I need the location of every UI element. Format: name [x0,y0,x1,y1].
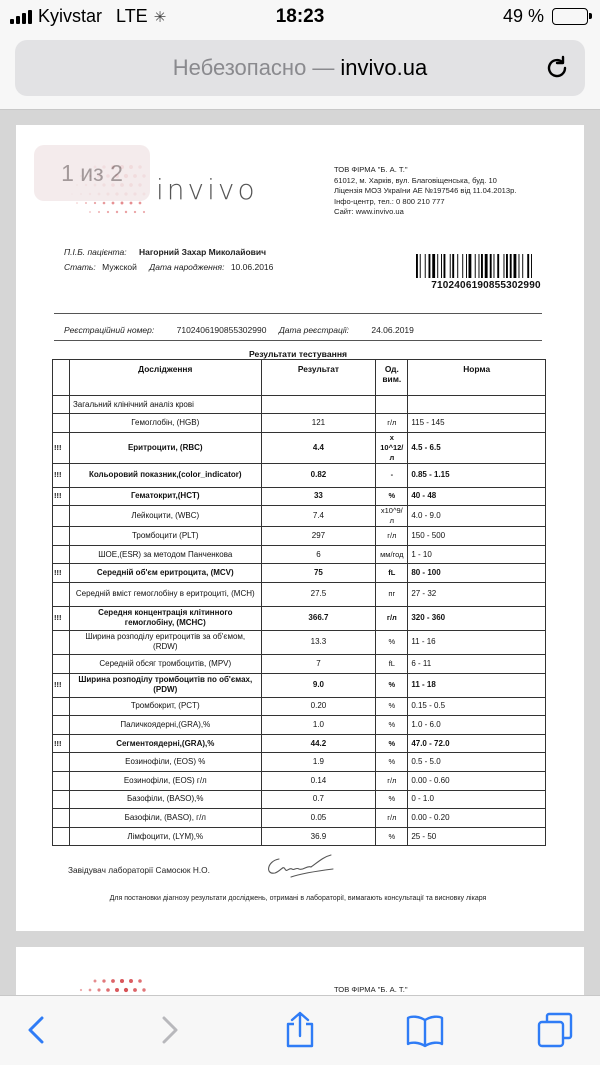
table-row [53,809,546,828]
browser-toolbar [0,995,600,1065]
table-row [53,827,546,846]
norm-cell: 115 - 145 [408,414,546,433]
result-cell: 297 [261,527,376,546]
battery-percent: 49 % [502,6,544,26]
table-row [53,487,546,506]
unit-cell: % [376,630,408,654]
flag-cell: !!! [53,432,70,463]
flag-cell: !!! [53,564,70,583]
flag-cell: !!! [53,673,70,697]
flag-cell: !!! [53,463,70,487]
norm-cell: 4.5 - 6.5 [408,432,546,463]
dob-label: Дата народження: [149,262,225,272]
lab-head: Завідувач лабораторії Самосюк Н.О. [68,865,210,875]
flag-cell: !!! [53,487,70,506]
norm-cell: 4.0 - 9.0 [408,506,546,527]
patient-name-label: П.І.Б. пацієнта: [64,247,127,257]
norm-cell: 0.85 - 1.15 [408,463,546,487]
unit-cell: % [376,487,408,506]
flag-cell: !!! [53,606,70,630]
norm-cell: 0.15 - 0.5 [408,697,546,716]
result-cell: 366.7 [261,606,376,630]
sex-label: Стать: [64,262,96,272]
table-row [53,630,546,654]
flag-cell [53,506,70,527]
test-name-cell: Гематокрит,(HCT) [69,487,261,506]
unit-cell: % [376,697,408,716]
flag-cell [53,697,70,716]
page2-company: ТОВ ФІРМА "Б. А. Т." [334,985,408,994]
forward-chevron-icon[interactable] [150,1010,190,1050]
company-site: Сайт: www.invivo.ua [334,207,404,216]
norm-cell: 6 - 11 [408,654,546,673]
result-cell: 9.0 [261,673,376,697]
norm-cell: 11 - 18 [408,673,546,697]
section-row [53,396,546,414]
flag-cell [53,527,70,546]
unit-cell: г/л [376,606,408,630]
barcode-number: 7102406190855302990 [431,280,541,291]
flag-cell [53,396,70,414]
flag-cell [53,716,70,735]
registration-line [64,325,534,335]
unit-header: Од. вим. [376,360,408,396]
results-table [52,359,546,846]
result-cell: 0.20 [261,697,376,716]
table-row [53,697,546,716]
norm-cell: 150 - 500 [408,527,546,546]
result-cell: 0.7 [261,790,376,809]
share-icon[interactable] [280,1010,320,1050]
test-name-cell: Еозинофіли, (EOS) % [69,753,261,772]
reg-number-label: Реєстраційний номер: [64,325,155,335]
patient-name: Нагорний Захар Миколайович [139,247,267,257]
company-name: ТОВ ФІРМА "Б. А. Т." [334,165,408,174]
carrier-name: Kyivstar [38,6,103,26]
browser-header [0,36,600,110]
table-row [53,564,546,583]
unit-cell: г/л [376,414,408,433]
table-row [53,527,546,546]
table-row [53,790,546,809]
test-name-cell: Сегментоядерні,(GRA),% [69,734,261,753]
flag-cell [53,790,70,809]
flag-cell [53,654,70,673]
test-name-cell: Ширина розподілу тромбоцитів по об'ємах, (PDW) [69,673,261,697]
table-row [53,545,546,564]
unit-cell: % [376,734,408,753]
result-cell: 7.4 [261,506,376,527]
result-cell [261,396,376,414]
result-cell: 36.9 [261,827,376,846]
result-cell: 4.4 [261,432,376,463]
flag-cell [53,809,70,828]
disclaimer: Для постановки діагнозу результати досліджень, отримані в лабораторії, вимагають консультації та висновку лікаря [109,895,487,902]
test-name-cell: Тромбоцити (PLT) [69,527,261,546]
company-phone: Інфо-центр, тел.: 0 800 210 777 [334,196,445,206]
result-cell: 1.9 [261,753,376,772]
network-type: LTE [116,6,148,26]
result-cell: 13.3 [261,630,376,654]
test-name-cell: Кольоровий показник,(color_indicator) [69,463,261,487]
result-cell: 121 [261,414,376,433]
reg-number: 7102406190855302990 [176,325,267,335]
norm-cell: 320 - 360 [408,606,546,630]
norm-cell: 80 - 100 [408,564,546,583]
document-page [16,125,584,931]
table-row [53,673,546,697]
flag-cell [53,753,70,772]
test-name-cell: Ширина розподілу еритроцитів за об'ємом, (RDW) [69,630,261,654]
divider [54,340,542,341]
unit-cell: пг [376,582,408,606]
reload-icon[interactable] [543,54,571,82]
test-name-cell: Середня концентрація клітинного гемоглобіну, (MCHC) [69,606,261,630]
sex-value: Мужской [102,262,137,272]
reg-date: 24.06.2019 [371,325,414,335]
activity-icon: ✳ [153,8,167,26]
section-title: Загальний клінічний аналіз крові [69,396,261,414]
result-cell: 7 [261,654,376,673]
table-row [53,753,546,772]
flag-cell [53,771,70,790]
logo-text: invivo [156,173,258,206]
table-row [53,654,546,673]
unit-cell: г/л [376,809,408,828]
flag-cell [53,414,70,433]
result-cell: 27.5 [261,582,376,606]
test-name-cell: Тромбокрит, (PCT) [69,697,261,716]
insecure-label: Небезопасно — [172,55,335,80]
page-indicator: 1 из 2 [34,145,150,201]
norm-cell: 11 - 16 [408,630,546,654]
test-name-cell: Паличкоядерні,(GRA),% [69,716,261,735]
unit-cell: % [376,827,408,846]
patient-name-line [64,247,266,257]
unit-cell: г/л [376,527,408,546]
norm-cell: 25 - 50 [408,827,546,846]
result-cell: 33 [261,487,376,506]
table-row [53,582,546,606]
result-cell: 1.0 [261,716,376,735]
status-bar [0,0,600,36]
company-info [334,165,574,218]
result-cell: 44.2 [261,734,376,753]
result-cell: 0.82 [261,463,376,487]
result-cell: 75 [261,564,376,583]
test-name-cell: Еозинофіли, (EOS) г/л [69,771,261,790]
table-row [53,432,546,463]
company-address: 61012, м. Харків, вул. Благовіщенська, буд. 10 [334,175,497,185]
flag-cell: !!! [53,734,70,753]
company-license: Ліцензія МОЗ України АЕ №197546 від 11.04.2013р. [334,186,517,195]
flag-cell [53,545,70,564]
reg-date-label: Дата реєстрації: [278,325,349,335]
result-cell: 6 [261,545,376,564]
flag-header [53,360,70,396]
unit-cell: г/л [376,771,408,790]
test-name-cell: Середній вміст гемоглобіну в еритроциті, (MCH) [69,582,261,606]
test-name-cell: Лейкоцити, (WBC) [69,506,261,527]
unit-cell: - [376,463,408,487]
patient-details-line [64,262,273,272]
norm-cell: 0.5 - 5.0 [408,753,546,772]
results-title: Результати тестування [248,349,348,359]
bookmarks-icon[interactable] [405,1010,445,1050]
table-row [53,506,546,527]
unit-cell: fL [376,654,408,673]
table-row [53,771,546,790]
norm-cell: 47.0 - 72.0 [408,734,546,753]
unit-cell: % [376,673,408,697]
clock: 18:23 [275,6,325,27]
table-row [53,463,546,487]
table-row [53,606,546,630]
signature-icon [261,851,341,883]
test-name-cell: Еритроцити, (RBC) [69,432,261,463]
unit-cell: fL [376,564,408,583]
test-name-cell: Середній об'єм еритроцита, (MCV) [69,564,261,583]
flag-cell [53,582,70,606]
test-name-cell: Гемоглобін, (HGB) [69,414,261,433]
tabs-icon[interactable] [535,1010,575,1050]
norm-cell: 27 - 32 [408,582,546,606]
unit-cell: мм/год [376,545,408,564]
unit-cell: % [376,753,408,772]
battery-group [503,6,588,27]
test-name-cell: Базофіли, (BASO),% [69,790,261,809]
norm-cell [408,396,546,414]
barcode-icon [416,254,556,278]
test-name-cell: ШОЕ,(ESR) за методом Панченкова [69,545,261,564]
table-row [53,734,546,753]
table-row [53,414,546,433]
flag-cell [53,827,70,846]
test-name-cell: Базофіли, (BASO), г/л [69,809,261,828]
back-chevron-icon[interactable] [16,1010,56,1050]
table-row [53,716,546,735]
norm-cell: 0.00 - 0.20 [408,809,546,828]
address-bar[interactable] [15,40,585,96]
result-header: Результат [261,360,376,396]
unit-cell: x 10^12/л [376,432,408,463]
battery-icon [552,8,588,25]
result-cell: 0.05 [261,809,376,828]
test-name-cell: Середній обсяг тромбоцитів, (MPV) [69,654,261,673]
test-header: Дослідження [69,360,261,396]
norm-cell: 0 - 1.0 [408,790,546,809]
norm-cell: 1.0 - 6.0 [408,716,546,735]
unit-cell [376,396,408,414]
test-name-cell: Лімфоцити, (LYM),% [69,827,261,846]
dob-value: 10.06.2016 [230,262,274,272]
norm-cell: 40 - 48 [408,487,546,506]
norm-cell: 1 - 10 [408,545,546,564]
divider [54,313,542,314]
norm-cell: 0.00 - 0.60 [408,771,546,790]
url-domain: invivo.ua [340,55,428,80]
flag-cell [53,630,70,654]
unit-cell: % [376,716,408,735]
table-header-row [53,360,546,396]
unit-cell: % [376,790,408,809]
norm-header: Норма [408,360,546,396]
unit-cell: x10^9/л [376,506,408,527]
result-cell: 0.14 [261,771,376,790]
